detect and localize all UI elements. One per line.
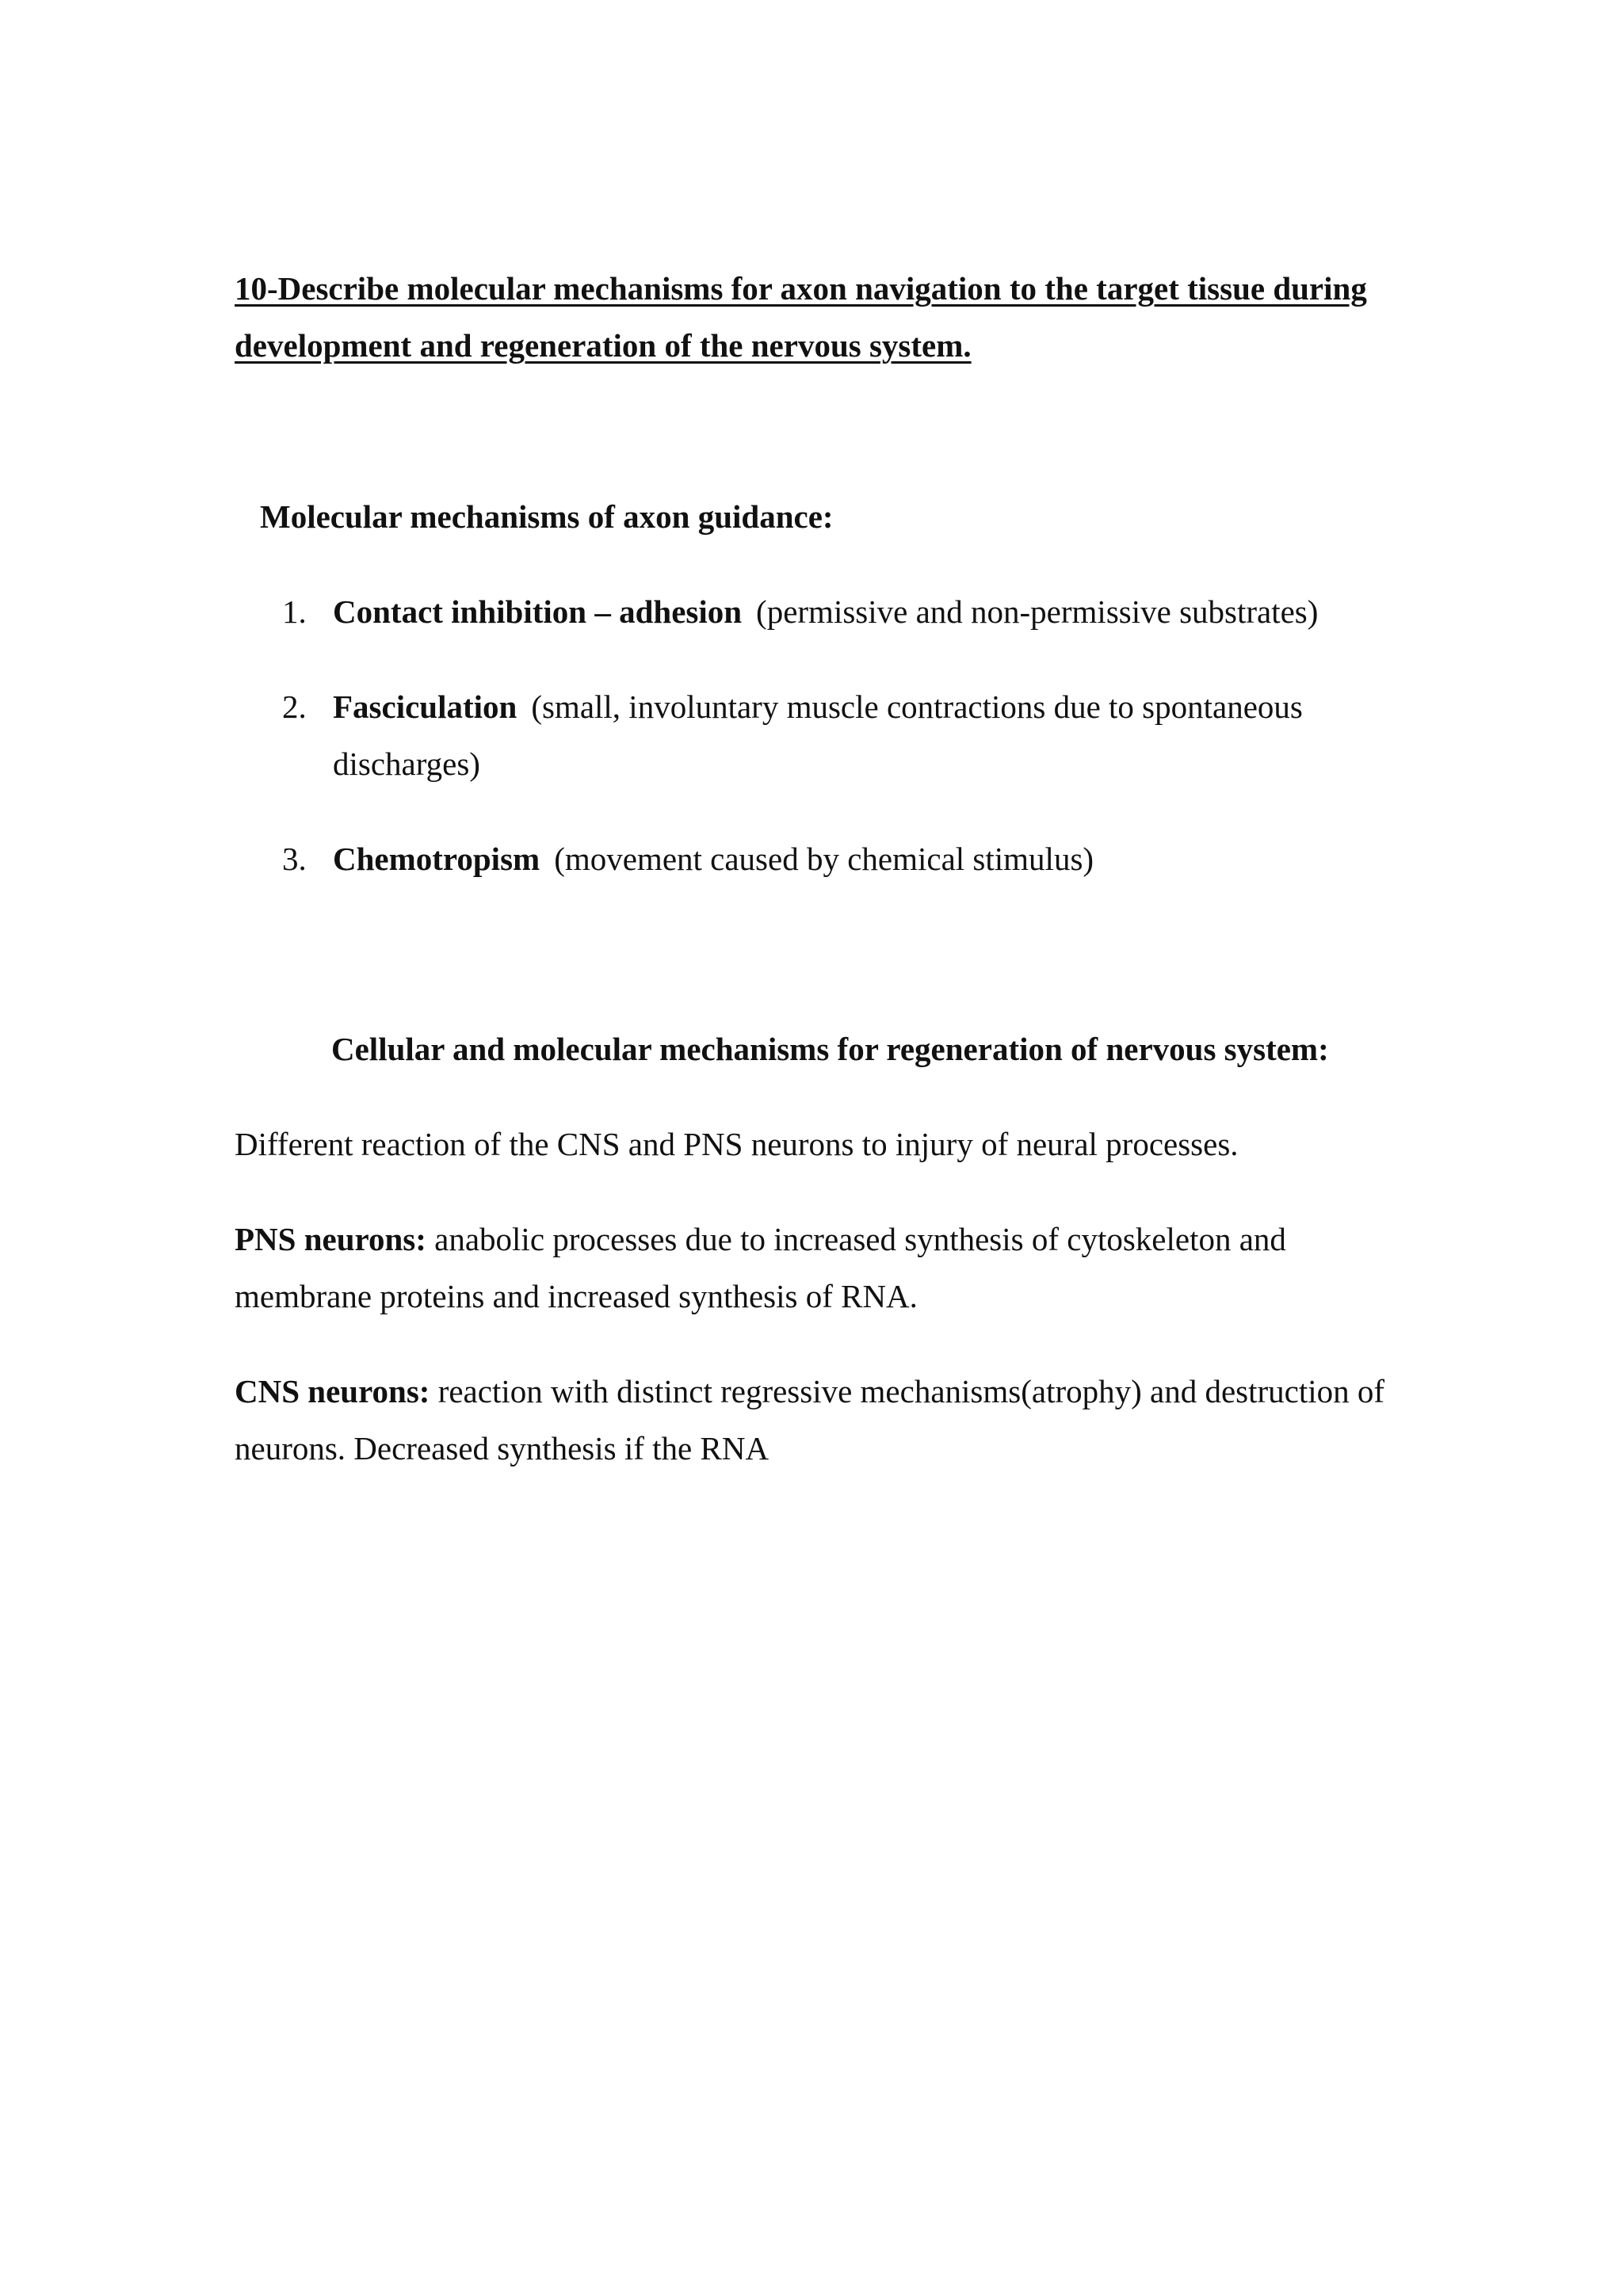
pns-paragraph: [235, 1211, 1400, 1325]
document-title: 10-Describe molecular mechanisms for axon navigation to the target tissue during development and regeneration of the nervous system.: [235, 270, 1367, 364]
list-item-description: (permissive and non-permissive substrates): [756, 593, 1319, 630]
cns-text: reaction with distinct regressive mechanisms(atrophy) and destruction of neurons. Decreased synthesis if the RNA: [235, 1373, 1385, 1466]
list-item-term: Fasciculation: [333, 688, 517, 725]
list-item-number: 3.: [282, 841, 307, 877]
list-item-number: 2.: [282, 688, 307, 725]
list-item-number: 1.: [282, 593, 307, 630]
intro-paragraph: Different reaction of the CNS and PNS neurons to injury of neural processes.: [235, 1126, 1239, 1162]
list-item: [282, 583, 1407, 640]
list-item-description: (movement caused by chemical stimulus): [554, 841, 1094, 877]
cns-lead: CNS neurons:: [235, 1373, 430, 1409]
list-item-description: (small, involuntary muscle contractions due to spontaneous discharges): [333, 688, 1303, 782]
list-item: [282, 830, 1407, 887]
guidance-mechanisms-list: [282, 583, 1407, 887]
section-heading-regeneration: Cellular and molecular mechanisms for regeneration of nervous system:: [331, 1031, 1329, 1067]
list-item-term: Contact inhibition – adhesion: [333, 593, 743, 630]
pns-lead: PNS neurons:: [235, 1221, 426, 1257]
list-item-term: Chemotropism: [333, 841, 540, 877]
section-heading-axon-guidance: Molecular mechanisms of axon guidance:: [260, 498, 834, 535]
list-item: [282, 678, 1407, 792]
pns-text: anabolic processes due to increased synthesis of cytoskeleton and membrane proteins and increased synthesis of RNA.: [235, 1221, 1286, 1314]
cns-paragraph: [235, 1363, 1400, 1477]
